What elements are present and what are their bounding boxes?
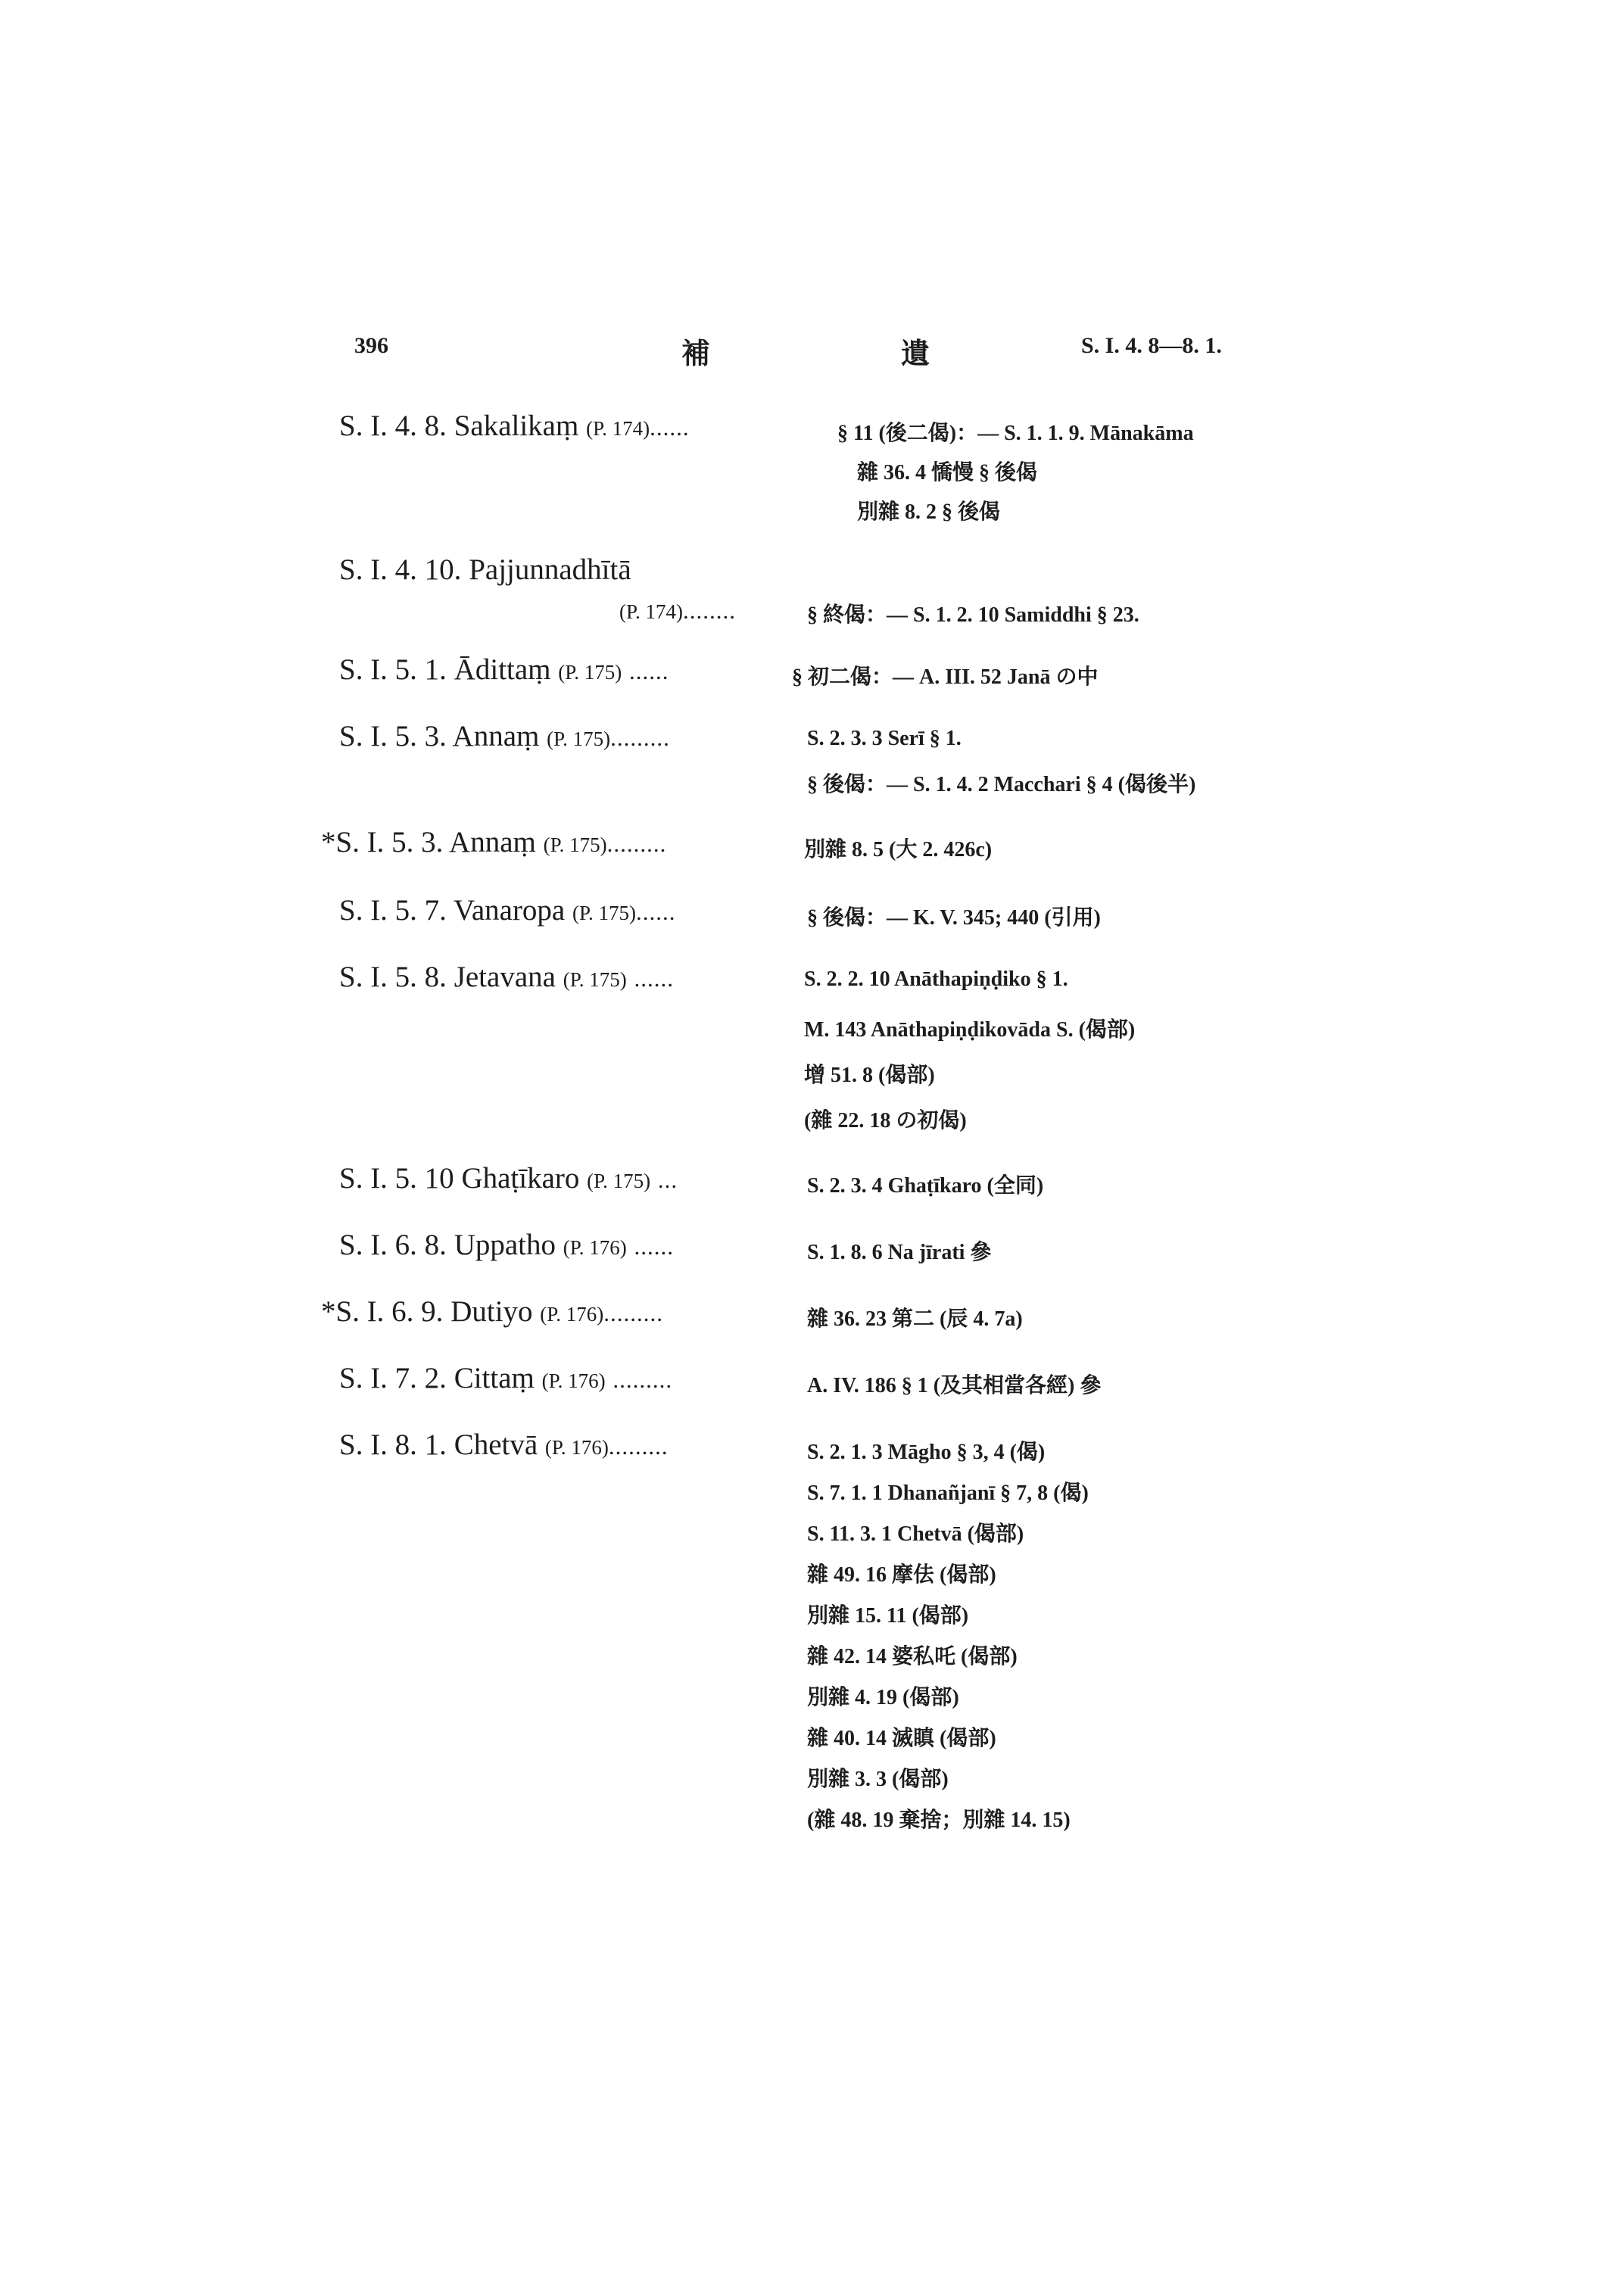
parallel-line: 雜 42. 14 婆私吒 (偈部): [807, 1645, 1018, 1668]
entry-page: (P. 176): [544, 1436, 609, 1459]
parallel-line: 別雜 8. 2 § 後偈: [857, 500, 1001, 524]
entry-ref: S. I. 5. 7.: [339, 894, 447, 927]
entry-name: Pajjunnadhītā: [469, 553, 631, 586]
parallel-line: 別雜 8. 5 (大 2. 426c): [804, 838, 993, 861]
entry-name: Uppatho: [454, 1229, 556, 1261]
entry-page: (P. 175): [543, 833, 607, 856]
entry-page: (P. 176): [563, 1236, 627, 1259]
entry-ref: S. I. 5. 3.: [339, 720, 447, 752]
entry-ref: S. I. 8. 1.: [339, 1428, 447, 1461]
leader-dots: ......: [634, 965, 674, 992]
parallel-line: 別雜 15. 11 (偈部): [807, 1604, 969, 1628]
leader-dots: ...: [657, 1167, 678, 1193]
leader-dots: .........: [613, 1366, 673, 1393]
entry-ref: S. I. 5. 10: [339, 1162, 454, 1195]
parallel-line: S. 11. 3. 1 Chetvā (偈部): [807, 1522, 1024, 1546]
running-range: S. I. 4. 8—8. 1.: [1081, 333, 1222, 358]
entry-page: (P. 175): [572, 902, 637, 924]
entry-ref: *S. I. 6. 9.: [321, 1295, 444, 1328]
parallel-line: 雜 36. 4 憍慢 § 後偈: [857, 461, 1038, 484]
entry-name: Jetavana: [454, 961, 556, 993]
entry-page: (P. 175): [563, 968, 627, 991]
parallel-line: S. 7. 1. 1 Dhanañjanī § 7, 8 (偈): [807, 1481, 1089, 1505]
parallel-line: § 終偈：— S. 1. 2. 10 Samiddhi § 23.: [807, 603, 1139, 627]
parallel-line: 雜 40. 14 滅瞋 (偈部): [807, 1727, 996, 1750]
leader-dots: ......: [634, 1233, 675, 1260]
parallel-line: 增 51. 8 (偈部): [804, 1064, 935, 1087]
leader-dots: ........: [683, 597, 737, 624]
running-title-left: 補: [681, 338, 711, 370]
parallel-line: S. 2. 3. 4 Ghaṭīkaro (全同): [807, 1174, 1044, 1198]
entry-name: Annaṃ: [452, 720, 540, 752]
entry-name: Dutiyo: [450, 1295, 533, 1328]
entry-name: Vanaropa: [453, 894, 566, 927]
entry-page: (P. 176): [540, 1303, 604, 1326]
parallel-line: (雜 22. 18 の初偈): [804, 1109, 967, 1132]
parallel-line: 別雜 4. 19 (偈部): [807, 1686, 959, 1709]
entry-name: Ghaṭīkaro: [461, 1162, 580, 1195]
leader-dots: .........: [608, 1433, 669, 1460]
leader-dots: ......: [650, 414, 690, 441]
entry-page: (P. 176): [541, 1369, 606, 1392]
entry-page: (P. 175): [587, 1170, 651, 1192]
parallel-line: S. 2. 3. 3 Serī § 1.: [807, 727, 962, 750]
running-title-right: 遺: [901, 338, 930, 370]
entry-name: Cittaṃ: [454, 1362, 535, 1394]
leader-dots: ......: [629, 658, 669, 684]
entry-name: Sakalikaṃ: [454, 410, 579, 442]
leader-dots: ......: [636, 899, 676, 925]
entry-ref: S. I. 6. 8.: [339, 1229, 447, 1261]
entry-name: Annaṃ: [449, 826, 536, 858]
parallel-line: 雜 36. 23 第二 (辰 4. 7a): [807, 1307, 1023, 1331]
entry-name: Ādittaṃ: [454, 653, 551, 686]
entry-ref: S. I. 5. 8.: [339, 961, 447, 993]
entry-ref: S. I. 4. 10.: [339, 553, 462, 586]
entry-page: (P. 174): [619, 600, 684, 623]
leader-dots: .........: [610, 724, 670, 751]
parallel-line: § 後偈：— S. 1. 4. 2 Macchari § 4 (偈後半): [807, 773, 1196, 796]
parallel-line: 雜 49. 16 摩佉 (偈部): [807, 1563, 996, 1587]
parallel-line: § 初二偈：— A. III. 52 Janā の中: [792, 665, 1099, 689]
parallel-line: M. 143 Anāthapiṇḍikovāda S. (偈部): [804, 1018, 1136, 1042]
parallel-line: S. 2. 2. 10 Anāthapiṇḍiko § 1.: [804, 967, 1068, 991]
page-header: [0, 333, 1624, 379]
entry-page: (P. 175): [558, 661, 622, 684]
leader-dots: .........: [603, 1300, 664, 1326]
parallel-line: S. 1. 8. 6 Na jīrati 參: [807, 1241, 992, 1264]
parallel-line: (雜 48. 19 棄捨；別雜 14. 15): [807, 1809, 1071, 1832]
parallel-line: S. 2. 1. 3 Māgho § 3, 4 (偈): [807, 1441, 1046, 1464]
parallel-line: A. IV. 186 § 1 (及其相當各經) 參: [807, 1374, 1102, 1397]
page-number: 396: [354, 333, 388, 358]
entry-ref: S. I. 7. 2.: [339, 1362, 447, 1394]
parallel-line: § 後偈：— K. V. 345; 440 (引用): [807, 906, 1101, 930]
parallel-line: 別雜 3. 3 (偈部): [807, 1768, 949, 1791]
entry-ref: S. I. 4. 8.: [339, 410, 447, 442]
entry-ref: S. I. 5. 1.: [339, 653, 447, 686]
entry-page: (P. 175): [547, 727, 611, 750]
leader-dots: .........: [606, 830, 667, 857]
entry-ref: *S. I. 5. 3.: [321, 826, 444, 858]
parallel-line: § 11 (後二偈)：— S. 1. 1. 9. Mānakāma: [837, 422, 1194, 445]
entry-page: (P. 174): [586, 417, 650, 440]
entry-name: Chetvā: [454, 1428, 538, 1461]
